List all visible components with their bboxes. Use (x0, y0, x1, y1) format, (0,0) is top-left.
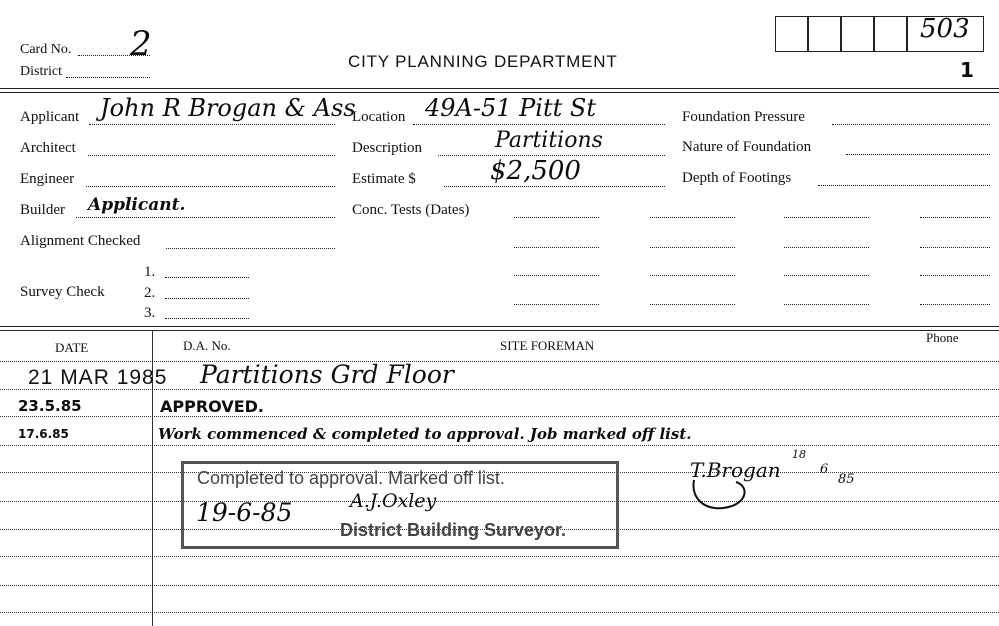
survey-line-2 (165, 298, 249, 299)
signoff-date-month: 6 (820, 462, 829, 477)
survey-num-1: 1. (144, 264, 156, 280)
conc-line-7 (650, 275, 735, 276)
district-line (66, 77, 150, 78)
conc-line-13 (920, 217, 990, 218)
log-entry-3-text: Work commenced & completed to approval. Job marked off list. (158, 425, 692, 443)
estimate-value: $2,500 (490, 156, 581, 186)
conc-tests-label: Conc. Tests (Dates) (352, 202, 470, 218)
card-number-value: 503 (920, 14, 970, 44)
top-rule-1 (0, 88, 999, 89)
survey-num-2: 2. (144, 285, 156, 301)
conc-line-2 (514, 247, 599, 248)
ruled-line (0, 361, 999, 362)
ruled-line (0, 556, 999, 557)
conc-line-15 (920, 275, 990, 276)
survey-line-1 (165, 277, 249, 278)
signature-flourish (688, 470, 768, 516)
applicant-line (89, 124, 335, 125)
conc-line-5 (650, 217, 735, 218)
conc-line-12 (784, 304, 869, 305)
applicant-value: John R Brogan & Ass (100, 94, 356, 122)
card-number-box-2 (808, 16, 841, 52)
conc-line-1 (514, 217, 599, 218)
conc-line-6 (650, 247, 735, 248)
survey-line-3 (165, 318, 249, 319)
location-line (413, 124, 665, 125)
depth-footings-label: Depth of Footings (682, 170, 792, 186)
top-rule-2 (0, 92, 999, 93)
log-entry-1-date: 21 MAR 1985 (28, 366, 168, 389)
conc-line-14 (920, 247, 990, 248)
location-label: Location (352, 109, 406, 125)
stamp-date: 19-6-85 (196, 498, 293, 527)
conc-line-11 (784, 275, 869, 276)
architect-label: Architect (20, 140, 76, 156)
ruled-line (0, 416, 999, 417)
ruled-line (0, 585, 999, 586)
card-no-value: 2 (130, 24, 152, 64)
location-value: 49A-51 Pitt St (425, 94, 596, 122)
survey-check-label: Survey Check (20, 284, 105, 300)
conc-line-8 (650, 304, 735, 305)
card-no-label: Card No. (20, 42, 72, 57)
card-number-box-4 (874, 16, 907, 52)
stamp-signature: A.J.Oxley (350, 490, 437, 512)
district-label: District (20, 64, 62, 79)
card-sub-number: 1 (960, 58, 974, 82)
builder-label: Builder (20, 202, 65, 218)
conc-line-3 (514, 275, 599, 276)
page-title: CITY PLANNING DEPARTMENT (348, 52, 618, 71)
log-entry-2-date: 23.5.85 (18, 397, 82, 415)
description-value: Partitions (495, 128, 603, 153)
alignment-label: Alignment Checked (20, 233, 141, 249)
log-entry-3-date: 17.6.85 (18, 427, 69, 441)
mid-rule-1 (0, 326, 999, 327)
depth-footings-line (818, 185, 990, 186)
nature-foundation-line (846, 154, 990, 155)
signoff-date-day: 18 (792, 448, 806, 461)
foundation-pressure-line (832, 124, 990, 125)
engineer-label: Engineer (20, 171, 75, 187)
conc-line-16 (920, 304, 990, 305)
foundation-pressure-label: Foundation Pressure (682, 109, 805, 125)
stamp-text-line-1: Completed to approval. Marked off list. (197, 468, 505, 488)
engineer-line (86, 186, 335, 187)
log-entry-1-text: Partitions Grd Floor (200, 360, 454, 389)
date-header: DATE (55, 340, 89, 355)
builder-line (76, 217, 335, 218)
card-number-box-1 (775, 16, 808, 52)
applicant-label: Applicant (20, 109, 80, 125)
builder-value: Applicant. (88, 195, 186, 215)
log-entry-2-text: APPROVED. (160, 397, 264, 416)
phone-header: Phone (926, 330, 959, 345)
ruled-line (0, 445, 999, 446)
site-foreman-header: SITE FOREMAN (500, 338, 595, 353)
da-number-header: D.A. No. (183, 338, 231, 353)
conc-line-10 (784, 247, 869, 248)
card-number-box-3 (841, 16, 874, 52)
mid-rule-2 (0, 330, 999, 331)
description-label: Description (352, 140, 422, 156)
conc-line-4 (514, 304, 599, 305)
architect-line (88, 155, 335, 156)
estimate-label: Estimate $ (352, 171, 416, 187)
conc-line-9 (784, 217, 869, 218)
signoff-signature: T.Brogan (690, 458, 781, 482)
alignment-line (166, 248, 335, 249)
stamp-text-line-2: District Building Surveyor. (340, 520, 567, 540)
survey-num-3: 3. (144, 305, 156, 321)
ruled-line (0, 612, 999, 613)
nature-foundation-label: Nature of Foundation (682, 139, 812, 155)
signoff-date-year: 85 (838, 472, 855, 487)
estimate-line (444, 186, 665, 187)
